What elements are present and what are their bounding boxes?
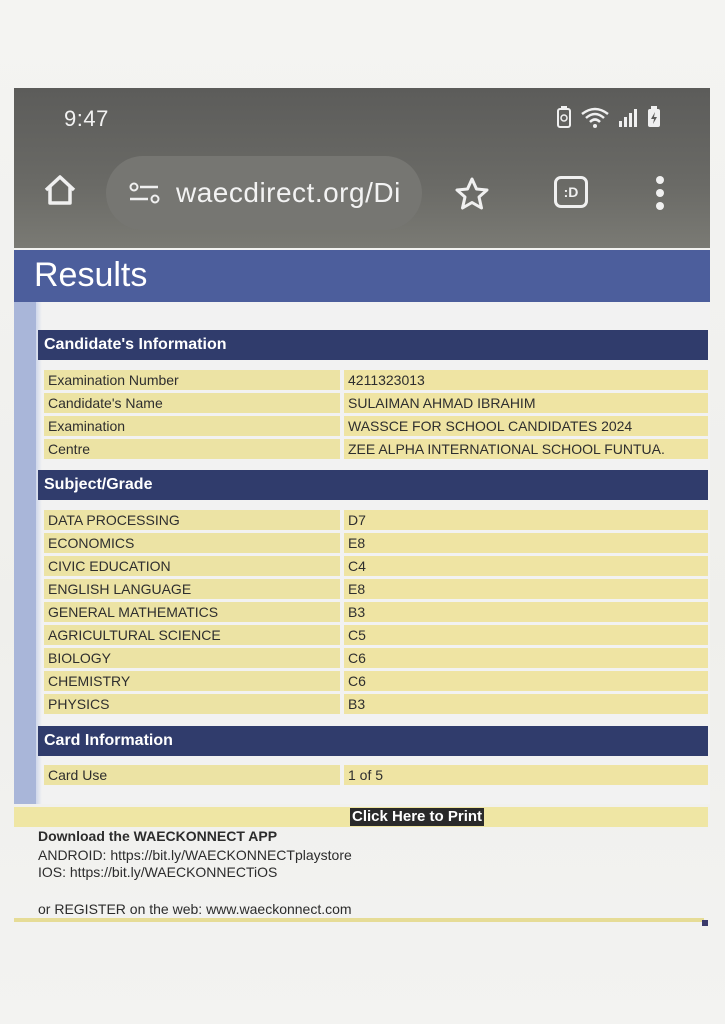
subject-cell: AGRICULTURAL SCIENCE: [44, 625, 340, 645]
subject-cell: DATA PROCESSING: [44, 510, 340, 530]
corner-mark: [702, 920, 708, 926]
table-row: [44, 765, 708, 788]
print-button[interactable]: Click Here to Print: [352, 808, 483, 825]
register-link[interactable]: or REGISTER on the web: www.waeckonnect.com: [38, 901, 352, 917]
wifi-icon: [580, 106, 610, 128]
table-row: [44, 533, 708, 556]
table-row: [44, 579, 708, 602]
info-label: Examination: [44, 416, 340, 436]
home-icon[interactable]: [42, 172, 78, 208]
bookmark-star-icon[interactable]: [454, 176, 490, 212]
table-row: [44, 694, 708, 717]
table-row: [44, 556, 708, 579]
info-value: ZEE ALPHA INTERNATIONAL SCHOOL FUNTUA.: [344, 439, 708, 459]
grade-cell: C6: [344, 648, 708, 668]
more-menu-icon[interactable]: [656, 176, 666, 210]
card-info-heading: Card Information: [38, 726, 708, 756]
table-row: [44, 510, 708, 533]
grade-cell: E8: [344, 579, 708, 599]
results-header: [14, 250, 710, 302]
info-value: SULAIMAN AHMAD IBRAHIM: [344, 393, 708, 413]
grade-cell: C6: [344, 671, 708, 691]
candidate-info-table: [44, 370, 708, 462]
table-row: [44, 370, 708, 393]
subject-cell: ENGLISH LANGUAGE: [44, 579, 340, 599]
grade-cell: B3: [344, 694, 708, 714]
signal-icon: [618, 107, 638, 127]
page-title: Results: [34, 256, 148, 294]
download-app-title: Download the WAECKONNECT APP: [38, 828, 278, 844]
battery-saver-icon: [556, 106, 572, 128]
subject-grade-table: [44, 510, 708, 717]
table-row: [44, 648, 708, 671]
card-use-label: Card Use: [44, 765, 340, 785]
grade-cell: C4: [344, 556, 708, 576]
table-row: [44, 416, 708, 439]
subject-cell: PHYSICS: [44, 694, 340, 714]
subject-cell: ECONOMICS: [44, 533, 340, 553]
table-row: [44, 393, 708, 416]
table-row: [44, 439, 708, 462]
subject-grade-heading: Subject/Grade: [38, 470, 708, 500]
candidate-info-heading: Candidate's Information: [38, 330, 708, 360]
card-info-table: [44, 765, 708, 788]
subject-cell: GENERAL MATHEMATICS: [44, 602, 340, 622]
bottom-divider: [14, 918, 704, 922]
ios-link[interactable]: IOS: https://bit.ly/WAECKONNECTiOS: [38, 864, 278, 880]
table-row: [44, 671, 708, 694]
grade-cell: C5: [344, 625, 708, 645]
status-time: 9:47: [64, 106, 109, 131]
panel-stripe: [14, 302, 36, 804]
status-icons: [556, 106, 662, 128]
url-text[interactable]: waecdirect.org/Di: [176, 177, 401, 208]
card-use-value: 1 of 5: [344, 765, 708, 785]
subject-cell: CHEMISTRY: [44, 671, 340, 691]
grade-cell: D7: [344, 510, 708, 530]
grade-cell: E8: [344, 533, 708, 553]
info-value: WASSCE FOR SCHOOL CANDIDATES 2024: [344, 416, 708, 436]
android-link[interactable]: ANDROID: https://bit.ly/WAECKONNECTplaystore: [38, 847, 352, 863]
browser-chrome: [14, 88, 710, 248]
subject-cell: BIOLOGY: [44, 648, 340, 668]
info-label: Examination Number: [44, 370, 340, 390]
subject-cell: CIVIC EDUCATION: [44, 556, 340, 576]
grade-cell: B3: [344, 602, 708, 622]
tab-switcher-label: :D: [563, 184, 579, 200]
tab-switcher-button[interactable]: [554, 176, 588, 208]
site-settings-icon[interactable]: [128, 182, 162, 204]
info-label: Candidate's Name: [44, 393, 340, 413]
battery-charging-icon: [646, 106, 662, 128]
table-row: [44, 625, 708, 648]
info-value: 4211323013: [344, 370, 708, 390]
address-bar[interactable]: [106, 156, 422, 230]
table-row: [44, 602, 708, 625]
info-label: Centre: [44, 439, 340, 459]
